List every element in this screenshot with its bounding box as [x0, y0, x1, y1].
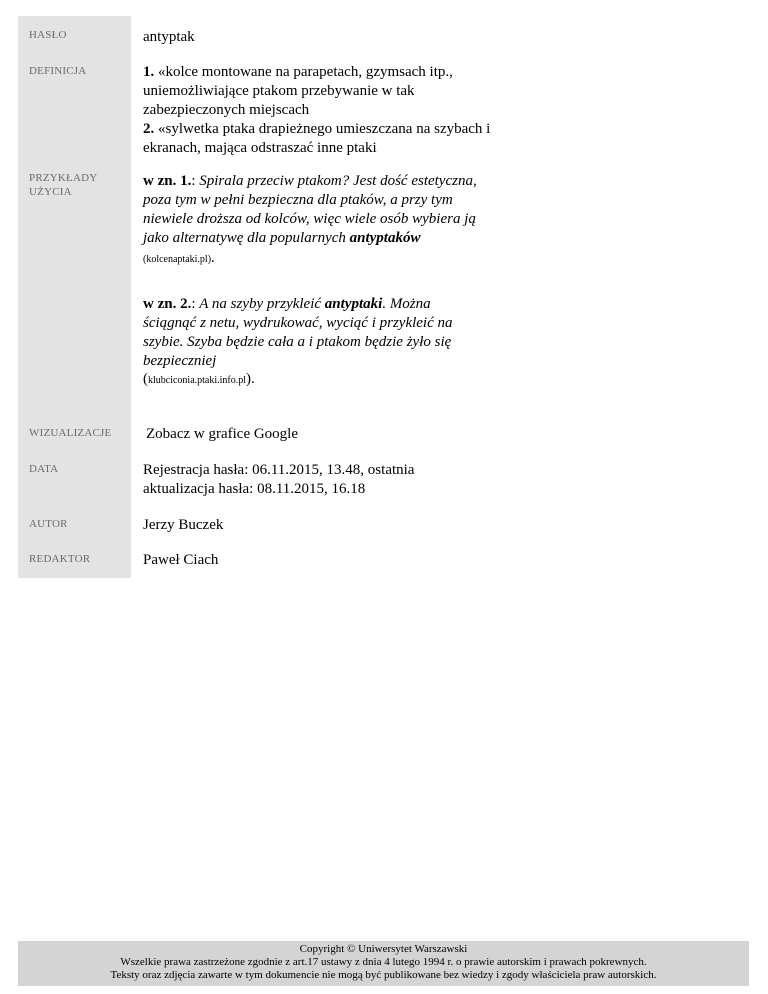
- label-column: [18, 16, 131, 578]
- definition-block: [143, 63, 503, 158]
- example-1-prefix: w zn. 1.: [143, 173, 192, 189]
- footer-line-1: Copyright © Uniwersytet Warszawski: [299, 943, 468, 955]
- example-1-bold: antyptaków: [349, 230, 421, 246]
- footer-line-2: Wszelkie prawa zastrzeżone zgodnie z art.17 ustawy z dnia 4 lutego 1994 r. o prawie autorskim i prawach pokrewnych.: [120, 956, 647, 968]
- example-2-text-a: A na szyby przykleić: [199, 296, 325, 312]
- entry-editor: Paweł Ciach: [143, 552, 219, 568]
- label-haslo: HASŁO: [29, 29, 67, 41]
- label-definicja: DEFINICJA: [29, 65, 87, 77]
- example-2-source-line: [143, 370, 503, 390]
- example-1-text: Spirala przeciw ptakom? Jest dość estetyczna, poza tym w pełni bezpieczna dla ptaków, a przy tym niewiele droższa od kolców, więc wiele osób wybiera ją jako alternatywę dla popularnych: [143, 173, 477, 246]
- example-2-source-close: ).: [246, 371, 255, 387]
- label-przyklady-line2: UŻYCIA: [29, 186, 72, 198]
- definition-2-number: 2.: [143, 121, 155, 137]
- label-autor: AUTOR: [29, 518, 68, 530]
- entry-author: Jerzy Buczek: [143, 517, 224, 533]
- definition-1-number: 1.: [143, 64, 155, 80]
- example-2-prefix: w zn. 2.: [143, 296, 192, 312]
- entry-dates: Rejestracja hasła: 06.11.2015, 13.48, ostatnia aktualizacja hasła: 08.11.2015, 16.18: [143, 462, 415, 497]
- footer-line-3: Teksty oraz zdjęcia zawarte w tym dokumencie nie mogą być publikowane bez wiedzy i zgody właściciela praw autorskich.: [110, 969, 657, 981]
- definition-1-text: «kolce montowane na parapetach, gzymsach itp., uniemożliwiające ptakom przebywanie w tak zabezpieczonych miejscach: [143, 64, 453, 118]
- definition-2: [143, 120, 503, 158]
- example-2-colon: :: [191, 296, 200, 312]
- google-images-link[interactable]: Zobacz w grafice Google: [146, 426, 299, 442]
- label-wizualizacje: WIZUALIZACJE: [29, 427, 112, 439]
- label-data: DATA: [29, 463, 59, 475]
- example-2: [143, 295, 463, 371]
- label-przyklady: [29, 171, 124, 199]
- example-2-source: klubciconia.ptaki.info.pl: [148, 375, 247, 386]
- example-2-bold: antyptaki: [324, 296, 383, 312]
- definition-1: [143, 63, 503, 120]
- copyright-footer: [18, 941, 749, 986]
- example-2-source-open: (: [143, 371, 148, 387]
- example-1-colon: :: [191, 173, 200, 189]
- label-redaktor: REDAKTOR: [29, 553, 91, 565]
- example-1: [143, 172, 488, 269]
- definition-2-text: «sylwetka ptaka drapieżnego umieszczana na szybach i ekranach, mająca odstraszać inne ptaki: [143, 121, 491, 156]
- entry-headword: antyptak: [143, 29, 195, 45]
- example-1-end: .: [211, 250, 215, 266]
- label-przyklady-line1: PRZYKŁADY: [29, 172, 98, 184]
- example-1-source: (kolcenaptaki.pl): [143, 254, 212, 265]
- example-2-text-b: . Można ściągnąć z netu, wydrukować, wyciąć i przykleić na szybie. Szyba będzie cała a i ptakom będzie żyło się bezpieczniej: [143, 296, 453, 369]
